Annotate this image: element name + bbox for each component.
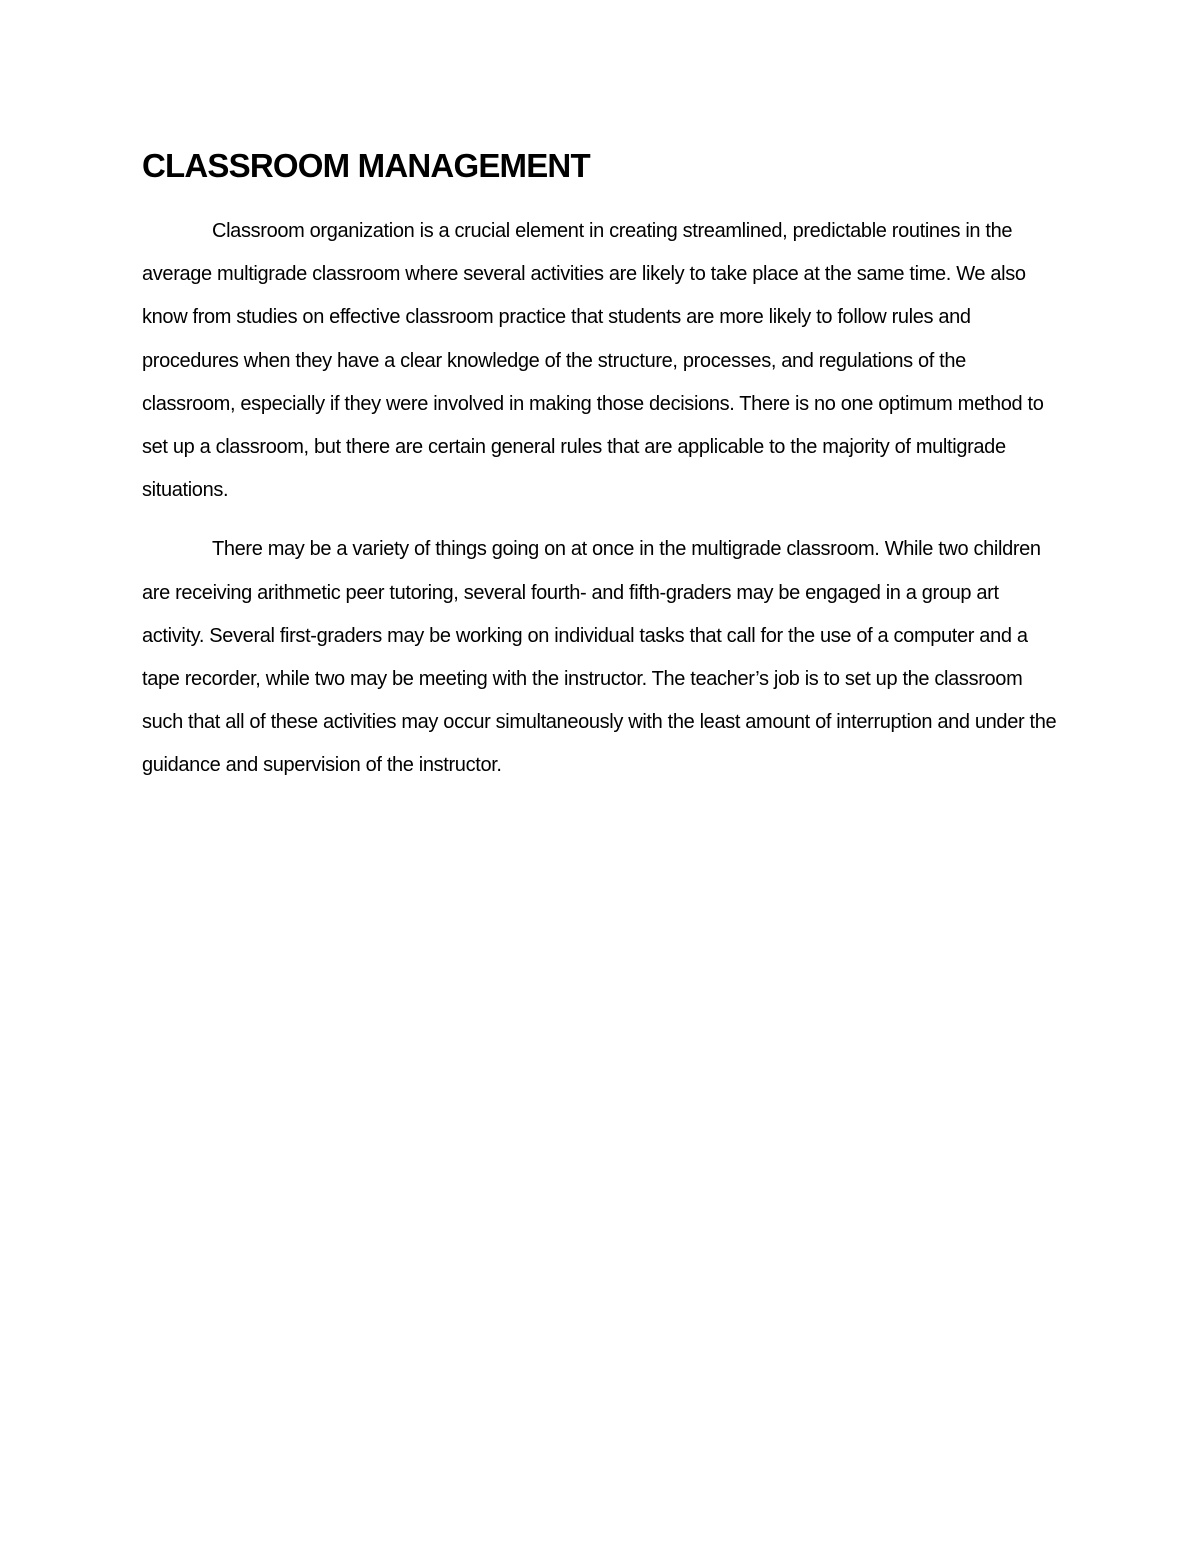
paragraph-classroom-organization: Classroom organization is a crucial element in creating streamlined, predictable routines in the average multigrade classroom where several activities are likely to take place at the same time. We also know from studies on effective classroom practice that students are more likely to follow rules and procedures when they have a clear knowledge of the structure, processes, and regulations of the classroom, especially if they were involved in making those decisions. There is no one optimum method to set up a classroom, but there are certain general rules that are applicable to the majority of multigrade situations. xyxy=(142,220,1044,502)
paragraph-multigrade-activities: There may be a variety of things going on at once in the multigrade classroom. While two children are receiving arithmetic peer tutoring, several fourth- and fifth-graders may be engaged in a group art activity. Several first-graders may be working on individual tasks that call for the use of a computer and a tape recorder, while two may be meeting with the instructor. The teacher’s job is to set up the classroom such that all of these activities may occur simultaneously with the least amount of interruption and under the guidance and supervision of the instructor. xyxy=(142,538,1057,777)
document-title: CLASSROOM MANAGEMENT xyxy=(142,147,590,184)
document-body xyxy=(142,143,1058,804)
